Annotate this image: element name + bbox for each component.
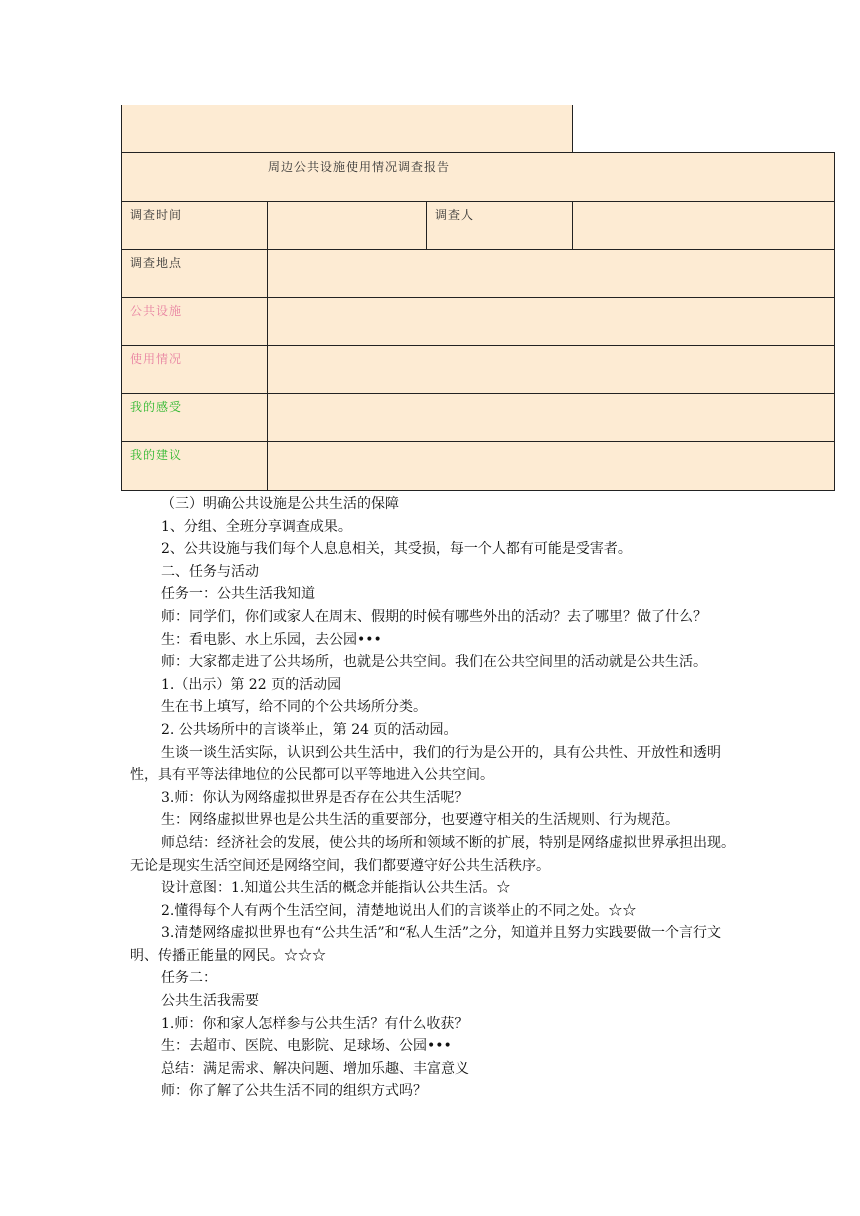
label-survey-time: 调查时间 [122,202,268,250]
paragraph: 师：你了解了公共生活不同的组织方式吗？ [161,1083,427,1100]
label-usage: 使用情况 [122,346,268,394]
paragraph: 3.清楚网络虚拟世界也有“公共生活”和“私人生活”之分，知道并且努力实践要做一个言行文明、传播正能量的网民。☆☆☆ [130,925,721,964]
paragraph: 生谈一谈生活实际，认识到公共生活中，我们的行为是公开的，具有公共性、开放性和透明性，具有平等法律地位的公民都可以平等地进入公共空间。 [130,744,721,784]
label-surveyor: 调查人 [427,202,573,250]
paragraph: 师：同学们，你们或家人在周末、假期的时候有哪些外出的活动？去了哪里？做了什么？ [161,608,707,625]
survey-report-table [121,152,835,491]
value-surveyor [573,202,835,250]
paragraph: 生在书上填写，给不同的个公共场所分类。 [161,699,427,716]
paragraph: 2. 公共场所中的言谈举止，第 24 页的活动园。 [161,721,458,738]
paragraph: 师：大家都走进了公共场所，也就是公共空间。我们在公共空间里的活动就是公共生活。 [161,654,707,671]
value-survey-time [268,202,427,250]
paragraph: 任务一：公共生活我知道 [161,586,315,603]
paragraph: 2、公共设施与我们每个人息息相关，其受损，每一个人都有可能是受害者。 [161,541,632,558]
value-my-feelings [268,394,835,442]
paragraph: 师总结：经济社会的发展，使公共的场所和领域不断的扩展，特别是网络虚拟世界承担出现。无论是现实生活空间还是网络空间，我们都要遵守好公共生活秩序。 [130,834,735,874]
label-my-suggestions: 我的建议 [122,442,268,491]
paragraph: 公共生活我需要 [161,993,259,1010]
paragraph: 1.师：你和家人怎样参与公共生活？有什么收获？ [161,1015,469,1032]
paragraph: 2.懂得每个人有两个生活空间，清楚地说出人们的言谈举止的不同之处。☆☆ [161,902,637,919]
paragraph: 生：去超市、医院、电影院、足球场、公园••• [161,1038,452,1055]
paragraph: 1.（出示）第 22 页的活动园 [161,676,342,693]
value-survey-location [268,250,835,298]
paragraph: 总结：满足需求、解决问题、增加乐趣、丰富意义 [161,1060,469,1077]
paragraph: 3.师：你认为网络虚拟世界是否存在公共生活呢？ [161,789,469,806]
paragraph: 二、任务与活动 [161,563,259,580]
table-top-cell [121,105,573,152]
paragraph: 1、分组、全班分享调查成果。 [161,518,352,535]
label-public-facilities: 公共设施 [122,298,268,346]
value-public-facilities [268,298,835,346]
label-my-feelings: 我的感受 [122,394,268,442]
paragraph: 设计意图：1.知道公共生活的概念并能指认公共生活。☆ [161,880,511,897]
value-my-suggestions [268,442,835,491]
paragraph: 任务二： [161,970,217,987]
value-usage [268,346,835,394]
table-title: 周边公共设施使用情况调查报告 [122,153,835,202]
paragraph: 生：看电影、水上乐园，去公园••• [161,631,382,648]
paragraph: （三）明确公共设施是公共生活的保障 [161,496,399,512]
lesson-text [130,493,740,1103]
label-survey-location: 调查地点 [122,250,268,298]
paragraph: 生：网络虚拟世界也是公共生活的重要部分，也要遵守相关的生活规则、行为规范。 [161,812,679,829]
